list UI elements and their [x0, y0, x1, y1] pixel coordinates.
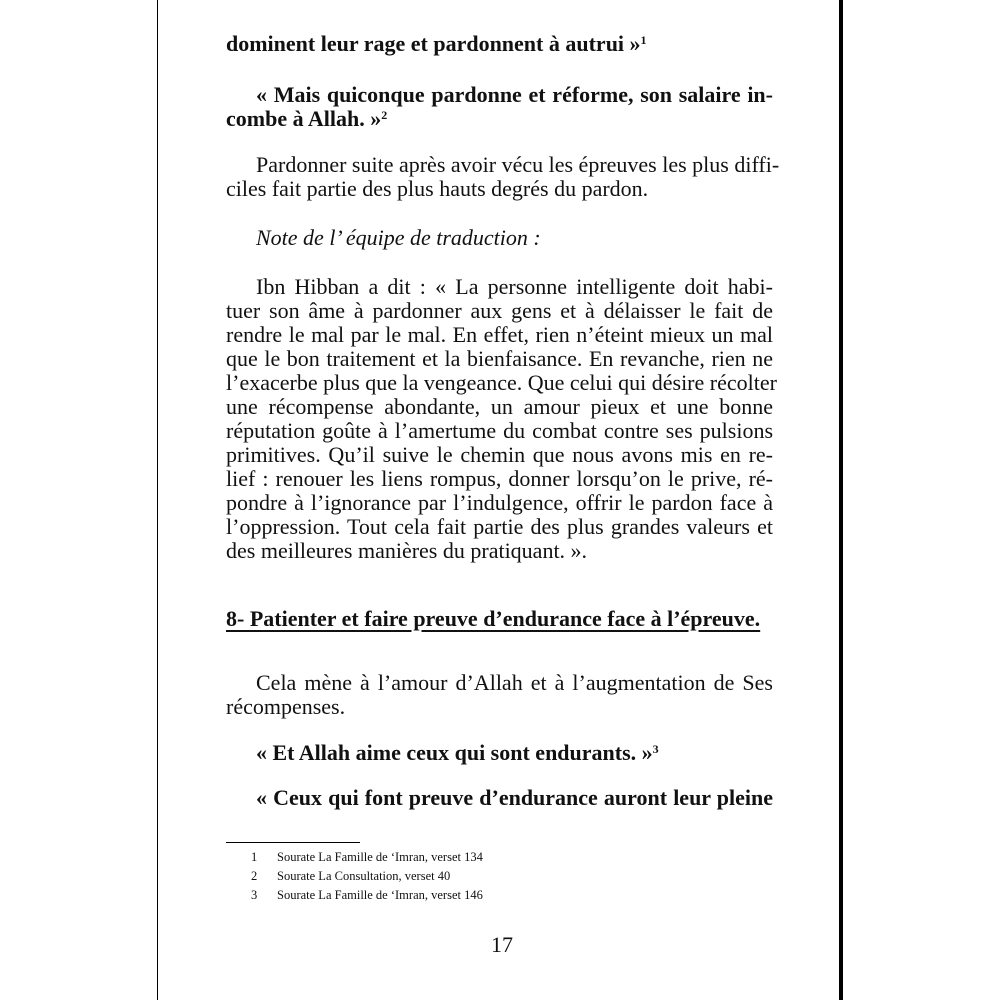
paragraph-line: réputation goûte à l’amertume du combat contre ses pulsions — [226, 418, 773, 443]
quote-line: « Ceux qui font preuve d’endurance auront leur pleine — [256, 785, 773, 810]
footnote-text: Sourate La Famille de ‘Imran, verset 146 — [277, 888, 483, 902]
page-number — [0, 932, 1000, 958]
footnote-number: 2 — [251, 869, 258, 883]
footnote-number: 1 — [251, 850, 258, 864]
footnote-ref-1[interactable]: 1 — [640, 33, 647, 47]
footnote-ref-2[interactable]: 2 — [381, 108, 388, 122]
footnote-number: 3 — [251, 888, 258, 902]
paragraph-line: l’oppression. Tout cela fait partie des plus grandes valeurs et — [226, 514, 773, 539]
footnote-3 — [251, 888, 483, 903]
footnote-text: Sourate La Consultation, verset 40 — [277, 869, 451, 883]
footnote-ref-3[interactable]: 3 — [652, 742, 659, 756]
paragraph-line: Pardonner suite après avoir vécu les épreuves les plus diffi- — [256, 152, 780, 177]
paragraph-line: que le bon traitement et la bienfaisance. En revanche, rien ne — [226, 346, 773, 371]
quote-line — [256, 741, 773, 765]
paragraph-line: ciles fait partie des plus hauts degrés du pardon. — [226, 176, 649, 201]
page-left-edge — [157, 0, 158, 1000]
quote-line: « Mais quiconque pardonne et réforme, son salaire in- — [256, 82, 773, 107]
quote-line-end — [226, 107, 773, 131]
paragraph-line: une récompense abondante, un amour pieux et une bonne — [226, 394, 773, 419]
paragraph-line: récompenses. — [226, 694, 346, 719]
section-heading: 8- Patienter et faire preuve d’endurance face à l’épreuve. — [226, 606, 761, 631]
quote-continuation — [226, 32, 773, 56]
paragraph-line: Ibn Hibban a dit : « La personne intelligente doit habi- — [256, 274, 773, 299]
paragraph-line: lief : renouer les liens rompus, donner lorsqu’on le prive, ré- — [226, 466, 773, 491]
footnote-2 — [251, 869, 450, 884]
footnote-1 — [251, 850, 483, 865]
paragraph-line: primitives. Qu’il suive le chemin que nous avons mis en re- — [226, 442, 773, 467]
text-line: combe à Allah. » — [226, 106, 382, 131]
text-line: dominent leur rage et pardonnent à autrui » — [226, 31, 641, 56]
footnote-separator — [226, 842, 360, 843]
paragraph-line: rendre le mal par le mal. En effet, rien n’éteint mieux un mal — [226, 322, 773, 347]
paragraph-line: pondre à l’ignorance par l’indulgence, offrir le pardon face à — [226, 490, 773, 515]
page-right-edge — [839, 0, 843, 1000]
paragraph-line: Cela mène à l’amour d’Allah et à l’augmentation de Ses — [256, 670, 773, 695]
paragraph-line: l’exacerbe plus que la vengeance. Que celui qui désire récolter — [226, 370, 777, 395]
text-line: « Et Allah aime ceux qui sont endurants. » — [256, 740, 653, 765]
translator-note-label: Note de l’ équipe de traduction : — [256, 225, 541, 250]
page-number-text: 17 — [491, 932, 513, 957]
paragraph-line: tuer son âme à pardonner aux gens et à délaisser le fait de — [226, 298, 773, 323]
paragraph-line: des meilleures manières du pratiquant. ». — [226, 538, 588, 563]
footnote-text: Sourate La Famille de ‘Imran, verset 134 — [277, 850, 483, 864]
